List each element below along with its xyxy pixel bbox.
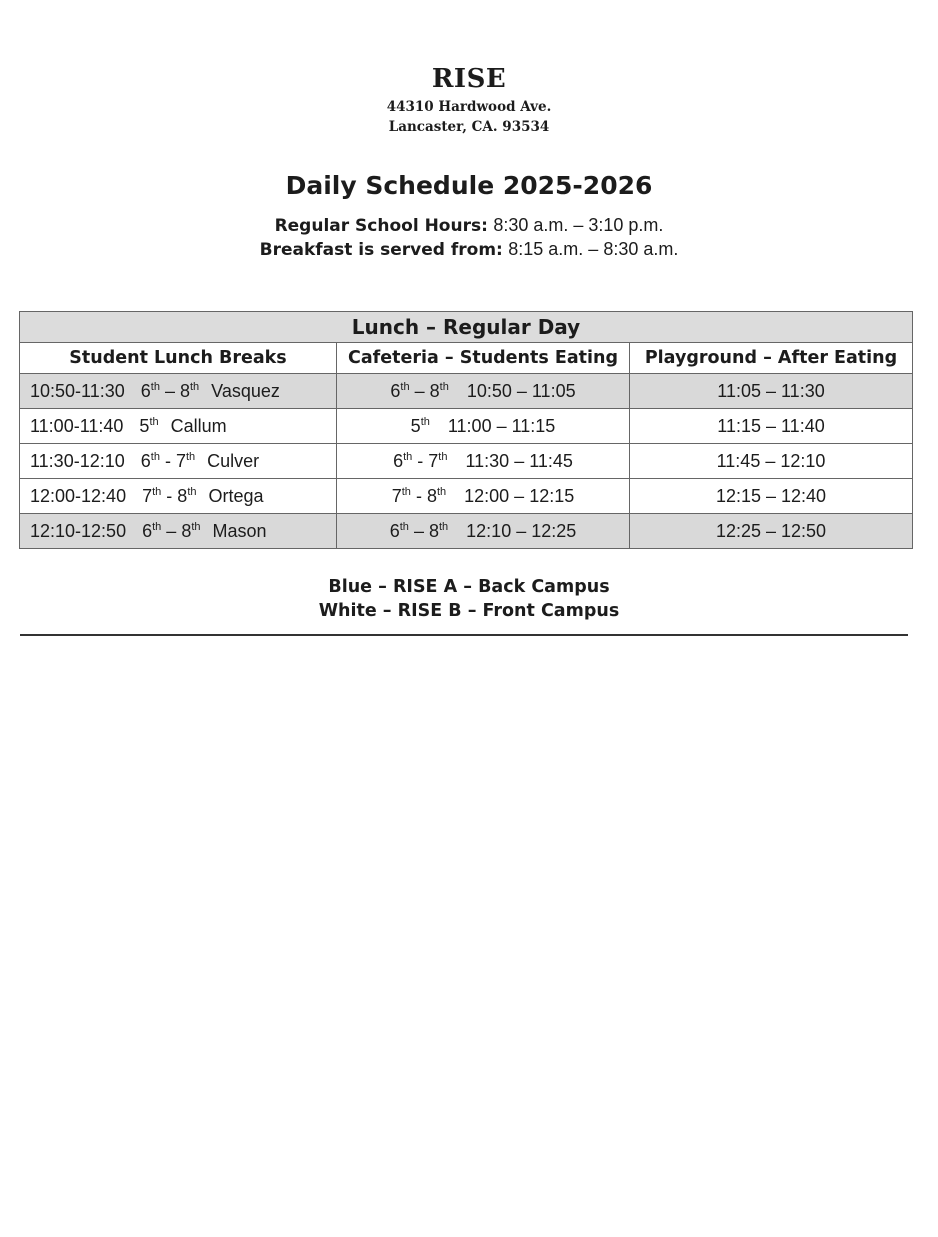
cafeteria-cell xyxy=(337,514,630,549)
legend-blue: Blue – RISE A – Back Campus xyxy=(328,577,610,597)
teacher-name: Ortega xyxy=(208,485,264,506)
table-row xyxy=(20,374,913,409)
regular-hours-value: 8:30 a.m. – 3:10 p.m. xyxy=(493,215,664,235)
break-time: 12:00-12:40 xyxy=(30,485,127,506)
teacher-name: Vasquez xyxy=(211,380,280,401)
grade-range: 6th – 8th xyxy=(389,520,449,541)
address-line-1: 44310 Hardwood Ave. xyxy=(386,99,552,115)
breakfast-hours xyxy=(0,239,938,260)
grade-range: 5th xyxy=(139,415,159,436)
playground-time: 11:15 – 11:40 xyxy=(630,409,913,444)
playground-time: 11:05 – 11:30 xyxy=(630,374,913,409)
legend-white: White – RISE B – Front Campus xyxy=(318,601,620,621)
break-time: 12:10-12:50 xyxy=(30,520,127,541)
page-title: Daily Schedule 2025-2026 xyxy=(285,171,653,200)
break-time: 11:00-11:40 xyxy=(30,415,124,436)
breakfast-label: Breakfast is served from: xyxy=(259,240,503,260)
grade-range: 6th - 7th xyxy=(140,450,196,471)
break-time: 11:30-12:10 xyxy=(30,450,125,471)
cafeteria-time: 11:00 – 11:15 xyxy=(447,415,556,436)
table-row xyxy=(20,444,913,479)
playground-time: 11:45 – 12:10 xyxy=(630,444,913,479)
lunch-break-cell xyxy=(20,409,337,444)
playground-time: 12:25 – 12:50 xyxy=(630,514,913,549)
break-time: 10:50-11:30 xyxy=(30,380,125,401)
grade-range: 6th – 8th xyxy=(390,380,449,401)
playground-time: 12:15 – 12:40 xyxy=(630,479,913,514)
school-name: RISE xyxy=(431,64,507,94)
regular-hours xyxy=(0,215,938,236)
breakfast-value: 8:15 a.m. – 8:30 a.m. xyxy=(508,239,679,259)
cafeteria-cell xyxy=(337,444,630,479)
grade-range: 7th - 8th xyxy=(142,485,197,506)
table-caption: Lunch – Regular Day xyxy=(20,312,913,343)
column-header-lunch-breaks: Student Lunch Breaks xyxy=(20,343,337,374)
lunch-break-cell xyxy=(20,514,337,549)
cafeteria-time: 11:30 – 11:45 xyxy=(465,450,573,471)
table-body xyxy=(20,374,913,549)
grade-range: 7th - 8th xyxy=(391,485,447,506)
regular-hours-label: Regular School Hours: xyxy=(274,216,488,236)
table-row xyxy=(20,514,913,549)
grade-range: 6th – 8th xyxy=(142,520,201,541)
lunch-schedule-table xyxy=(19,311,912,549)
cafeteria-time: 12:10 – 12:25 xyxy=(466,520,577,541)
column-header-cafeteria: Cafeteria – Students Eating xyxy=(337,343,630,374)
table-row xyxy=(20,479,913,514)
lunch-break-cell xyxy=(20,444,337,479)
column-header-playground: Playground – After Eating xyxy=(630,343,913,374)
table-row xyxy=(20,409,913,444)
lunch-break-cell xyxy=(20,479,337,514)
teacher-name: Callum xyxy=(170,415,227,436)
teacher-name: Culver xyxy=(207,450,260,471)
grade-range: 6th - 7th xyxy=(393,450,448,471)
divider-line xyxy=(20,634,908,636)
cafeteria-cell xyxy=(337,479,630,514)
cafeteria-time: 10:50 – 11:05 xyxy=(466,380,576,401)
cafeteria-cell xyxy=(337,409,630,444)
cafeteria-time: 12:00 – 12:15 xyxy=(464,485,575,506)
teacher-name: Mason xyxy=(212,520,267,541)
address-line-2: Lancaster, CA. 93534 xyxy=(388,119,550,135)
grade-range: 6th – 8th xyxy=(140,380,200,401)
lunch-break-cell xyxy=(20,374,337,409)
cafeteria-cell xyxy=(337,374,630,409)
grade-range: 5th xyxy=(410,415,430,436)
